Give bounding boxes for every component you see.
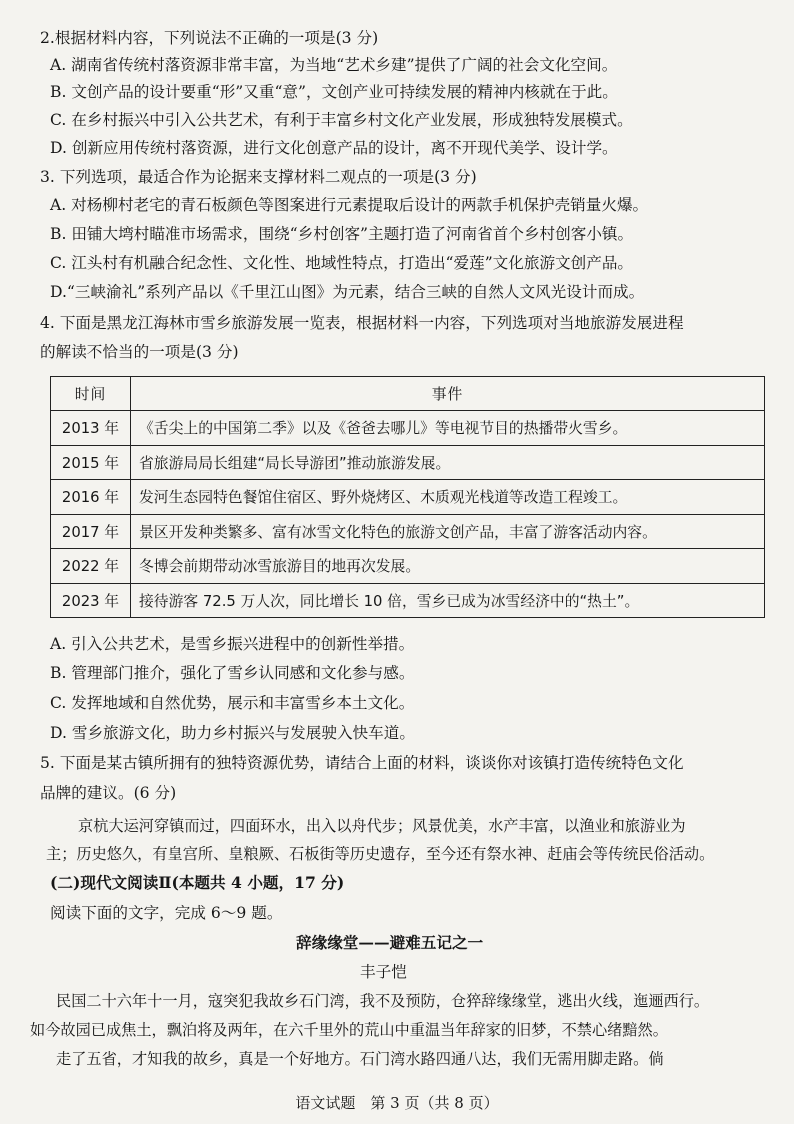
question-3-option-d: D.“三峡渝礼”系列产品以《千里江山图》为元素，结合三峡的自然人文风光设计而成。 [50, 283, 645, 301]
table-header-time: 时间 [51, 377, 131, 411]
table-cell-event: 省旅游局局长组建“局长导游团”推动旅游发展。 [131, 445, 765, 480]
table-cell-year: 2016 年 [51, 480, 131, 515]
table-cell-year: 2015 年 [51, 445, 131, 480]
question-2-option-d: D. 创新应用传统村落资源，进行文化创意产品的设计，离不开现代美学、设计学。 [50, 139, 618, 157]
table-header-row [51, 377, 765, 411]
table-cell-event: 发河生态园特色餐馆住宿区、野外烧烤区、木质观光栈道等改造工程竣工。 [131, 480, 765, 515]
table-cell-year: 2013 年 [51, 411, 131, 446]
question-4-stem-line-2: 的解读不恰当的一项是(3 分) [40, 343, 239, 361]
snow-town-timeline-table [50, 376, 765, 618]
section-instruction: 阅读下面的文字，完成 6～9 题。 [50, 904, 283, 922]
question-2-option-a: A. 湖南省传统村落资源非常丰富，为当地“艺术乡建”提供了广阔的社会文化空间。 [50, 56, 618, 74]
table-header-event: 事件 [131, 377, 765, 411]
table-row [51, 583, 765, 618]
table-cell-event: 接待游客 72.5 万人次，同比增长 10 倍，雪乡已成为冰雪经济中的“热土”。 [131, 583, 765, 618]
question-2-stem: 2.根据材料内容，下列说法不正确的一项是(3 分) [40, 29, 379, 47]
question-4-option-b: B. 管理部门推介，强化了雪乡认同感和文化参与感。 [50, 664, 415, 682]
table-cell-year: 2023 年 [51, 583, 131, 618]
table-cell-event: 《舌尖上的中国第二季》以及《爸爸去哪儿》等电视节目的热播带火雪乡。 [131, 411, 765, 446]
section-heading: (二)现代文阅读Ⅱ(本题共 4 小题，17 分) [50, 873, 345, 892]
question-2-option-c: C. 在乡村振兴中引入公共艺术，有利于丰富乡村文化产业发展，形成独特发展模式。 [50, 111, 633, 129]
question-2-option-b: B. 文创产品的设计要重“形”又重“意”，文创产业可持续发展的精神内核就在于此。 [50, 83, 618, 101]
question-4-option-a: A. 引入公共艺术，是雪乡振兴进程中的创新性举措。 [50, 635, 415, 653]
article-line-2: 如今故园已成焦土，飘泊将及两年，在六千里外的荒山中重温当年辞家的旧梦，不禁心绪黯然。 [30, 1021, 668, 1039]
question-5-material-line-1: 京杭大运河穿镇而过，四面环水，出入以舟代步；风景优美，水产丰富，以渔业和旅游业为 [78, 817, 686, 835]
table-row [51, 480, 765, 515]
question-5-stem-line-2: 品牌的建议。(6 分) [40, 784, 177, 802]
table-cell-event: 冬博会前期带动冰雪旅游目的地再次发展。 [131, 549, 765, 584]
question-4-stem-line-1: 4. 下面是黑龙江海林市雪乡旅游发展一览表，根据材料一内容，下列选项对当地旅游发展进程 [40, 314, 684, 332]
question-4-option-c: C. 发挥地域和自然优势，展示和丰富雪乡本土文化。 [50, 694, 415, 712]
table-row [51, 445, 765, 480]
question-3-option-b: B. 田铺大塆村瞄准市场需求，围绕“乡村创客”主题打造了河南省首个乡村创客小镇。 [50, 225, 634, 243]
table-row [51, 514, 765, 549]
table-row [51, 411, 765, 446]
article-line-1: 民国二十六年十一月，寇突犯我故乡石门湾，我不及预防，仓猝辞缘缘堂，逃出火线，迤逦西行。 [56, 992, 710, 1010]
table-cell-event: 景区开发种类繁多、富有冰雪文化特色的旅游文创产品，丰富了游客活动内容。 [131, 514, 765, 549]
page-footer: 语文试题 第 3 页（共 8 页） [295, 1094, 499, 1112]
question-3-option-c: C. 江头村有机融合纪念性、文化性、地域性特点，打造出“爱莲”文化旅游文创产品。 [50, 254, 634, 272]
question-3-option-a: A. 对杨柳村老宅的青石板颜色等图案进行元素提取后设计的两款手机保护壳销量火爆。 [50, 196, 649, 214]
table-cell-year: 2022 年 [51, 549, 131, 584]
article-line-3: 走了五省，才知我的故乡，真是一个好地方。石门湾水路四通八达，我们无需用脚走路。倘 [56, 1050, 664, 1068]
question-4-option-d: D. 雪乡旅游文化，助力乡村振兴与发展驶入快车道。 [50, 724, 415, 742]
question-3-stem: 3. 下列选项，最适合作为论据来支撑材料二观点的一项是(3 分) [40, 168, 477, 186]
article-author: 丰子恺 [360, 963, 407, 981]
table-row [51, 549, 765, 584]
question-5-material-line-2: 主；历史悠久，有皇宫所、皇粮厥、石板街等历史遗存，至今还有祭水神、赶庙会等传统民俗活动。 [46, 845, 715, 863]
question-5-stem-line-1: 5. 下面是某古镇所拥有的独特资源优势，请结合上面的材料，谈谈你对该镇打造传统特色文化 [40, 754, 684, 772]
table-cell-year: 2017 年 [51, 514, 131, 549]
article-title: 辞缘缘堂——避难五记之一 [296, 933, 484, 952]
